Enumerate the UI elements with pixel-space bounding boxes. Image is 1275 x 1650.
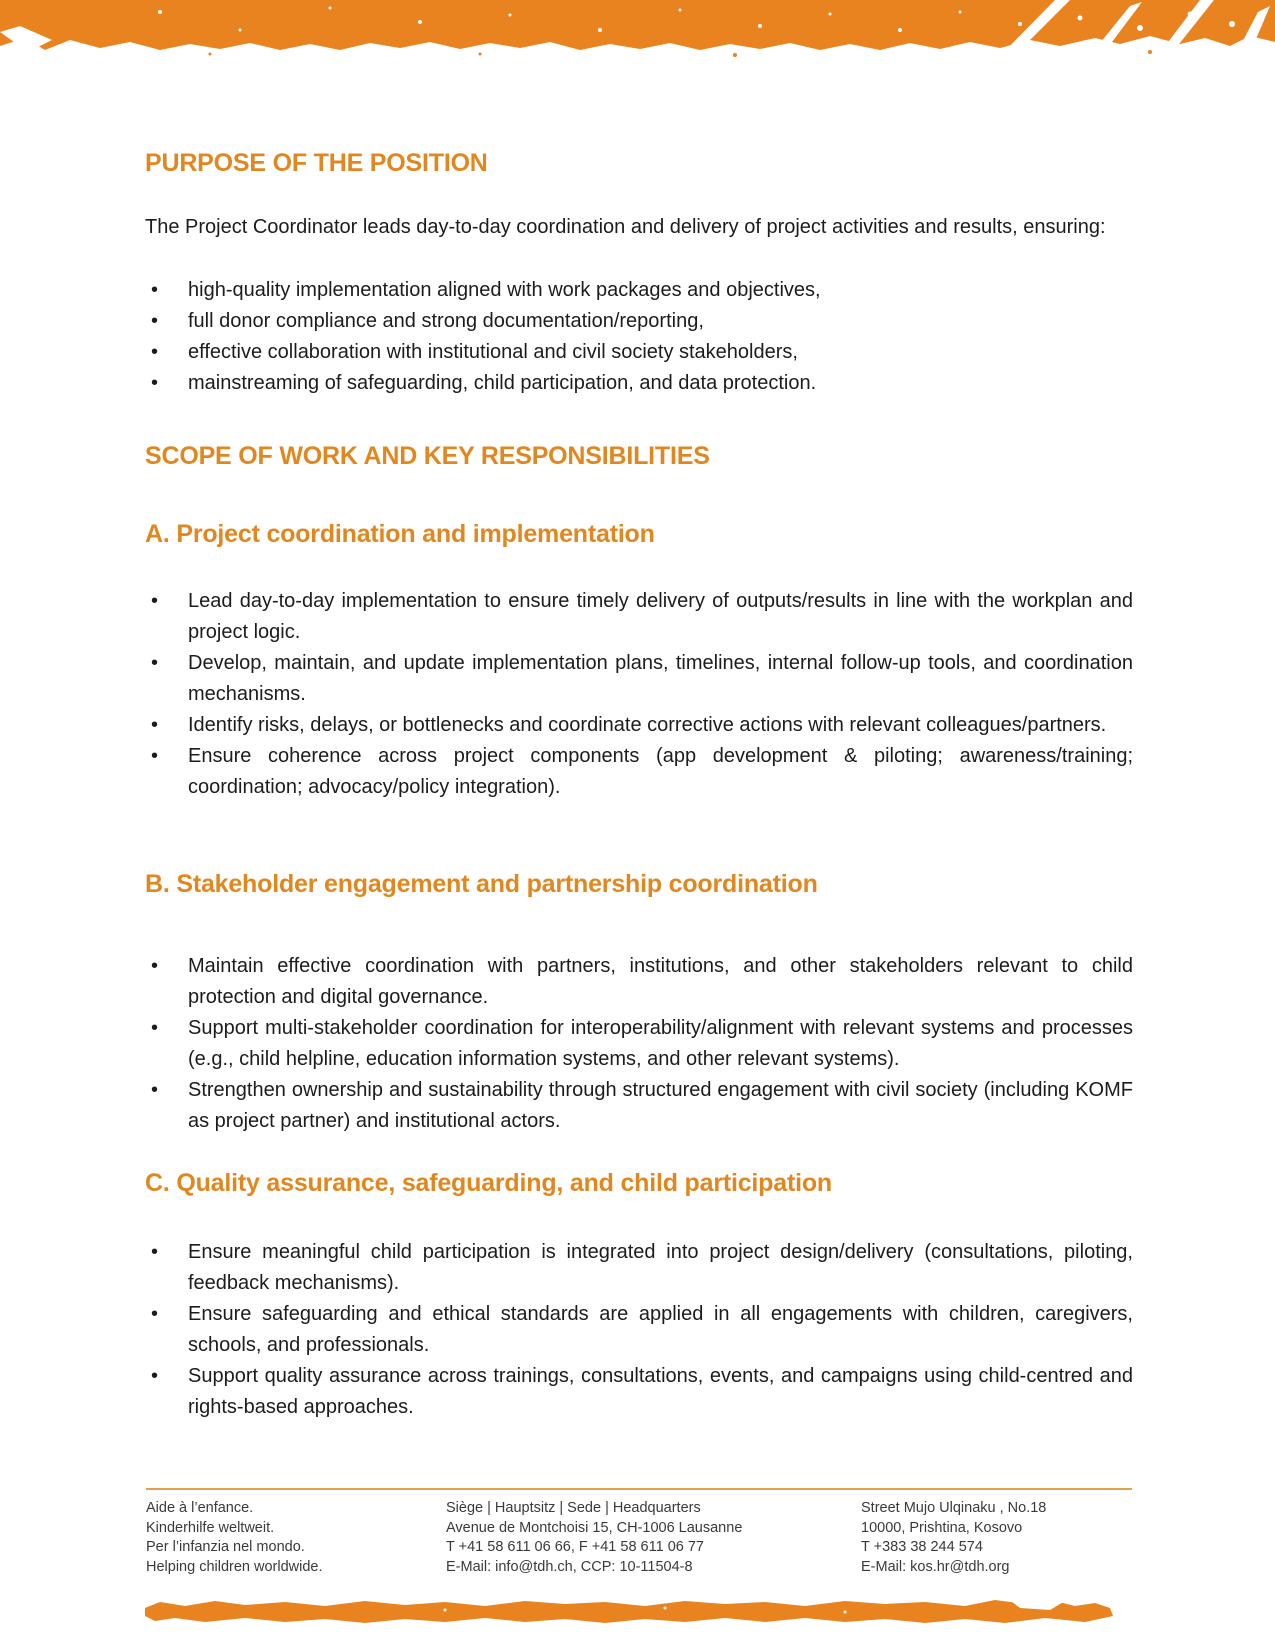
footer-line: E-Mail: kos.hr@tdh.org <box>861 1558 1010 1575</box>
footer-line: Helping children worldwide. <box>146 1558 323 1575</box>
bullet-item: • full donor compliance and strong documentation/reporting, <box>145 306 1133 337</box>
section-c-heading: C. Quality assurance, safeguarding, and child participation <box>145 1169 832 1197</box>
footer-line: Street Mujo Ulqinaku , No.18 <box>861 1500 1047 1516</box>
footer-line: T +383 38 244 574 <box>861 1539 983 1555</box>
footer-divider <box>146 1488 1132 1490</box>
purpose-intro: The Project Coordinator leads day-to-day coordination and delivery of project activities and results, ensuring: <box>145 216 1106 238</box>
top-banner-grunge <box>0 0 1275 58</box>
bullet-item: • Ensure coherence across project components (app development & piloting; awareness/training; coordination; advocacy/policy integration). <box>145 741 1133 803</box>
bullet-item: • Support quality assurance across trainings, consultations, events, and campaigns using child-centred and rights-based approaches. <box>145 1361 1133 1423</box>
purpose-bullet-list <box>145 275 1133 399</box>
section-c-bullet-list <box>145 1237 1133 1423</box>
section-a-heading: A. Project coordination and implementation <box>145 520 655 548</box>
section-b-heading: B. Stakeholder engagement and partnership coordination <box>145 870 818 898</box>
footer-line: T +41 58 611 06 66, F +41 58 611 06 77 <box>446 1539 704 1555</box>
footer-line: Per l’infanzia nel mondo. <box>146 1539 305 1555</box>
page-footer <box>146 1499 1132 1577</box>
footer-line: 10000, Prishtina, Kosovo <box>861 1519 1023 1536</box>
footer-line: Avenue de Montchoisi 15, CH-1006 Lausanne <box>446 1519 743 1536</box>
footer-line: Aide à l’enfance. <box>146 1500 254 1516</box>
bullet-item: • high-quality implementation aligned with work packages and objectives, <box>145 275 1133 306</box>
footer-line: Siège | Hauptsitz | Sede | Headquarters <box>446 1500 701 1516</box>
bullet-item: • Maintain effective coordination with partners, institutions, and other stakeholders relevant to child protection and digital governance. <box>145 951 1133 1013</box>
section-a-bullet-list <box>145 586 1133 803</box>
footer-identity-column <box>146 1499 446 1577</box>
footer-headquarters-column <box>446 1499 861 1577</box>
footer-office-column <box>861 1499 1132 1577</box>
purpose-heading: PURPOSE OF THE POSITION <box>145 149 488 177</box>
bullet-item: • mainstreaming of safeguarding, child participation, and data protection. <box>145 368 1133 399</box>
bottom-banner-grunge <box>145 1598 1113 1624</box>
footer-line: E-Mail: info@tdh.ch, CCP: 10-11504-8 <box>446 1558 693 1575</box>
bullet-item: • effective collaboration with institutional and civil society stakeholders, <box>145 337 1133 368</box>
bullet-item: • Lead day-to-day implementation to ensure timely delivery of outputs/results in line with the workplan and project logic. <box>145 586 1133 648</box>
bullet-item: • Strengthen ownership and sustainability through structured engagement with civil society (including KOMF as project partner) and institutional actors. <box>145 1075 1133 1137</box>
bullet-item: • Ensure meaningful child participation is integrated into project design/delivery (consultations, piloting, feedback mechanisms). <box>145 1237 1133 1299</box>
bullet-item: • Support multi-stakeholder coordination for interoperability/alignment with relevant systems and processes (e.g., child helpline, education information systems, and other relevant systems). <box>145 1013 1133 1075</box>
bullet-item: • Ensure safeguarding and ethical standards are applied in all engagements with children, caregivers, schools, and professionals. <box>145 1299 1133 1361</box>
scope-heading: SCOPE OF WORK AND KEY RESPONSIBILITIES <box>145 442 710 470</box>
footer-line: Kinderhilfe weltweit. <box>146 1519 275 1536</box>
bullet-item: • Develop, maintain, and update implementation plans, timelines, internal follow-up tools, and coordination mechanisms. <box>145 648 1133 710</box>
bullet-item: • Identify risks, delays, or bottlenecks and coordinate corrective actions with relevant colleagues/partners. <box>145 710 1133 741</box>
section-b-bullet-list <box>145 951 1133 1137</box>
